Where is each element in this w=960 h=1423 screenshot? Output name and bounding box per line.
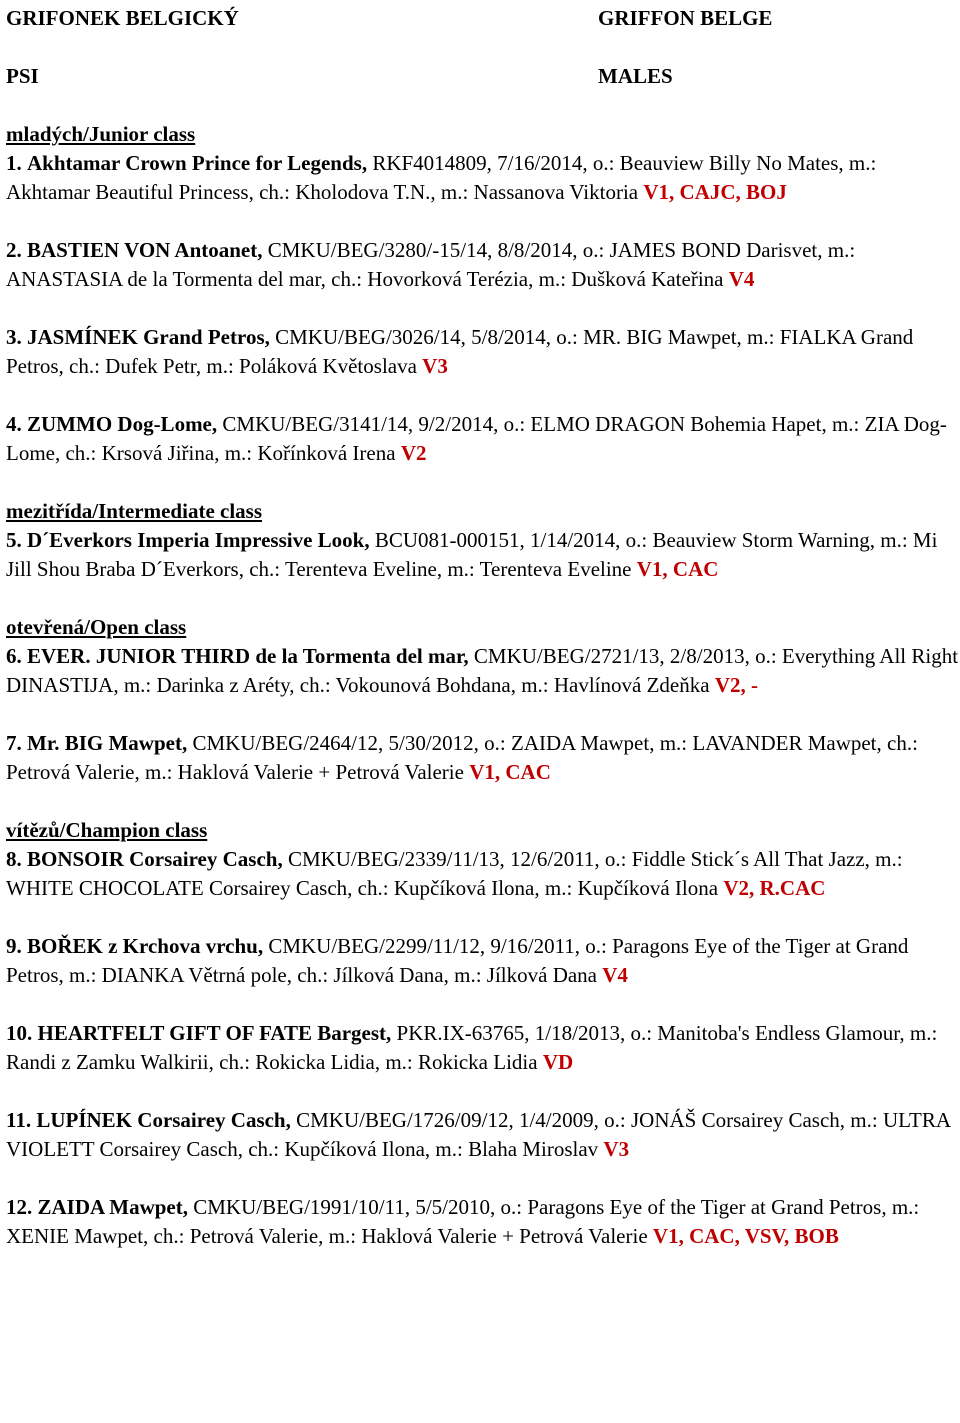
dog-name: BASTIEN VON Antoanet,	[27, 238, 263, 262]
result-entry	[6, 1106, 960, 1164]
entry-text	[6, 236, 960, 294]
entry-number: 7.	[6, 731, 22, 755]
entry-details: CMKU/BEG/2339/11/13, 12/6/2011, o.: Fiddle Stick´s All That Jazz, m.: WHITE CHOCOLATE Corsairey Casch, ch.: Kupčíková Ilona, m.: Kupčíková Ilona	[6, 847, 903, 900]
entry-details: CMKU/BEG/3026/14, 5/8/2014, o.: MR. BIG Mawpet, m.: FIALKA Grand Petros, ch.: Dufek Petr, m.: Poláková Květoslava	[6, 325, 914, 378]
entry-details: CMKU/BEG/2464/12, 5/30/2012, o.: ZAIDA Mawpet, m.: LAVANDER Mawpet, ch.: Petrová Valerie, m.: Haklová Valerie + Petrová Valerie	[6, 731, 918, 784]
result-entry	[6, 642, 960, 700]
entry-text	[6, 729, 960, 787]
entry-text	[6, 845, 960, 903]
dog-name: BOŘEK z Krchova vrchu,	[27, 934, 264, 958]
class-heading: vítězů/Champion class	[6, 818, 208, 842]
award-badge: V4	[728, 267, 755, 291]
dog-name: JASMÍNEK Grand Petros,	[27, 325, 270, 349]
class-sections	[6, 120, 960, 1251]
entry-details: CMKU/BEG/1991/10/11, 5/5/2010, o.: Paragons Eye of the Tiger at Grand Petros, m.: XENIE Mawpet, ch.: Petrová Valerie, m.: Haklová Valerie + Petrová Valerie	[6, 1195, 920, 1248]
entry-details: CMKU/BEG/1726/09/12, 1/4/2009, o.: JONÁŠ Corsairey Casch, m.: ULTRA VIOLETT Corsairey Casch, ch.: Kupčíková Ilona, m.: Blaha Miroslav	[6, 1108, 950, 1161]
dog-name: EVER. JUNIOR THIRD de la Tormenta del mar,	[27, 644, 469, 668]
entry-details: CMKU/BEG/2299/11/12, 9/16/2011, o.: Paragons Eye of the Tiger at Grand Petros, m.: DIANKA Větrná pole, ch.: Jílková Dana, m.: Jílková Dana	[6, 934, 909, 987]
entry-number: 10.	[6, 1021, 33, 1045]
entry-text	[6, 642, 960, 700]
result-entry	[6, 410, 960, 468]
entry-details: CMKU/BEG/3280/-15/14, 8/8/2014, o.: JAMES BOND Darisvet, m.: ANASTASIA de la Tormenta del mar, ch.: Hovorková Terézia, m.: Dušková Kateřina	[6, 238, 856, 291]
dog-name: ZUMMO Dog-Lome,	[27, 412, 218, 436]
entry-text	[6, 323, 960, 381]
breed-name-en: GRIFFON BELGE	[598, 6, 773, 30]
sex-en: MALES	[598, 64, 673, 88]
entry-number: 11.	[6, 1108, 32, 1132]
entry-number: 5.	[6, 528, 22, 552]
class-heading: otevřená/Open class	[6, 615, 187, 639]
award-badge: V3	[422, 354, 448, 378]
award-badge: V2	[400, 441, 427, 465]
award-badge: V1, CAC	[636, 557, 719, 581]
dog-name: Mr. BIG Mawpet,	[27, 731, 188, 755]
award-badge: V1, CAJC, BOJ	[643, 180, 787, 204]
entry-text	[6, 1019, 960, 1077]
entry-text	[6, 932, 960, 990]
entry-number: 1.	[6, 151, 22, 175]
result-entry	[6, 1019, 960, 1077]
result-entry	[6, 845, 960, 903]
dog-name: D´Everkors Imperia Impressive Look,	[27, 528, 370, 552]
entry-number: 2.	[6, 238, 22, 262]
entry-details: RKF4014809, 7/16/2014, o.: Beauview Billy No Mates, m.: Akhtamar Beautiful Princess, ch.: Kholodova T.N., m.: Nassanova Viktoria	[6, 151, 877, 204]
entry-text	[6, 1106, 960, 1164]
entry-details: PKR.IX-63765, 1/18/2013, o.: Manitoba's Endless Glamour, m.: Randi z Zamku Walkirii, ch.: Rokicka Lidia, m.: Rokicka Lidia	[6, 1021, 938, 1074]
result-entry	[6, 149, 960, 207]
dog-name: BONSOIR Corsairey Casch,	[27, 847, 283, 871]
result-entry	[6, 1193, 960, 1251]
header-row-sex	[6, 62, 960, 91]
dog-name: LUPÍNEK Corsairey Casch,	[36, 1108, 291, 1132]
entry-text	[6, 1193, 960, 1251]
award-badge: V1, CAC	[469, 760, 551, 784]
entry-number: 3.	[6, 325, 22, 349]
dog-name: HEARTFELT GIFT OF FATE Bargest,	[37, 1021, 392, 1045]
result-entry	[6, 729, 960, 787]
result-entry	[6, 932, 960, 990]
entry-details: BCU081-000151, 1/14/2014, o.: Beauview Storm Warning, m.: Mi Jill Shou Braba D´Everkors, ch.: Terenteva Eveline, m.: Terenteva Eveline	[6, 528, 938, 581]
entry-text	[6, 410, 960, 468]
award-badge: V2, -	[714, 673, 758, 697]
entry-number: 12.	[6, 1195, 33, 1219]
class-heading: mladých/Junior class	[6, 122, 196, 146]
breed-name-cz: GRIFONEK BELGICKÝ	[6, 6, 239, 30]
entry-text	[6, 526, 960, 584]
dog-name: Akhtamar Crown Prince for Legends,	[27, 151, 368, 175]
entry-number: 4.	[6, 412, 22, 436]
award-badge: V2, R.CAC	[723, 876, 826, 900]
award-badge: VD	[542, 1050, 574, 1074]
entry-text	[6, 149, 960, 207]
award-badge: V4	[602, 963, 628, 987]
dog-name: ZAIDA Mawpet,	[37, 1195, 188, 1219]
sex-cz: PSI	[6, 64, 39, 88]
result-entry	[6, 526, 960, 584]
entry-number: 9.	[6, 934, 22, 958]
entry-details: CMKU/BEG/3141/14, 9/2/2014, o.: ELMO DRAGON Bohemia Hapet, m.: ZIA Dog-Lome, ch.: Krsová Jiřina, m.: Kořínková Irena	[6, 412, 947, 465]
header-row-breed	[6, 4, 960, 33]
result-entry	[6, 236, 960, 294]
entry-number: 8.	[6, 847, 22, 871]
entry-number: 6.	[6, 644, 22, 668]
award-badge: V3	[603, 1137, 630, 1161]
entry-details: CMKU/BEG/2721/13, 2/8/2013, o.: Everything All Right DINASTIJA, m.: Darinka z Aréty, ch.: Vokounová Bohdana, m.: Havlínová Zdeňka	[6, 644, 959, 697]
result-entry	[6, 323, 960, 381]
class-heading: mezitřída/Intermediate class	[6, 499, 263, 523]
award-badge: V1, CAC, VSV, BOB	[652, 1224, 839, 1248]
